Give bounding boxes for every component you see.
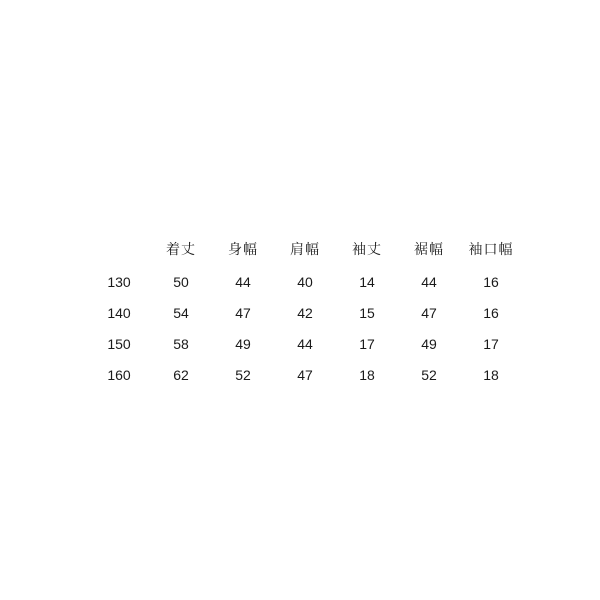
- table-row: [88, 359, 522, 390]
- cell-chest-width: 47: [235, 304, 251, 321]
- table-header-cuff-width: 袖口幅: [468, 241, 514, 257]
- cell-hem-width: 44: [421, 273, 437, 290]
- cell-shoulder-width: 44: [297, 335, 313, 352]
- cell-sleeve-length: 14: [359, 273, 375, 290]
- table-header-corner: [88, 232, 150, 266]
- table-header-length: 着丈: [166, 241, 196, 257]
- cell-length: 54: [173, 304, 189, 321]
- cell-shoulder-width: 42: [297, 304, 313, 321]
- cell-cuff-width: 18: [483, 366, 499, 383]
- cell-hem-width: 47: [421, 304, 437, 321]
- table-header: [88, 232, 522, 266]
- cell-length: 62: [173, 366, 189, 383]
- cell-cuff-width: 16: [483, 273, 499, 290]
- table-header-row: [88, 232, 522, 266]
- cell-length: 50: [173, 273, 189, 290]
- cell-cuff-width: 17: [483, 335, 499, 352]
- table-row: [88, 297, 522, 328]
- table-header-shoulder-width: 肩幅: [290, 241, 320, 257]
- cell-sleeve-length: 18: [359, 366, 375, 383]
- row-size-label: 140: [107, 304, 131, 321]
- cell-hem-width: 49: [421, 335, 437, 352]
- cell-length: 58: [173, 335, 189, 352]
- cell-hem-width: 52: [421, 366, 437, 383]
- cell-chest-width: 44: [235, 273, 251, 290]
- row-size-label: 160: [107, 366, 131, 383]
- table-header-sleeve-length: 袖丈: [352, 241, 382, 257]
- row-size-label: 150: [107, 335, 131, 352]
- table-row: [88, 328, 522, 359]
- cell-chest-width: 49: [235, 335, 251, 352]
- cell-shoulder-width: 40: [297, 273, 313, 290]
- table-header-hem-width: 裾幅: [414, 241, 444, 257]
- row-size-label: 130: [107, 273, 131, 290]
- cell-cuff-width: 16: [483, 304, 499, 321]
- table-header-chest-width: 身幅: [228, 241, 258, 257]
- cell-sleeve-length: 17: [359, 335, 375, 352]
- size-chart-table: [88, 232, 522, 390]
- table-row: [88, 266, 522, 297]
- cell-sleeve-length: 15: [359, 304, 375, 321]
- cell-shoulder-width: 47: [297, 366, 313, 383]
- table-body: [88, 266, 522, 390]
- cell-chest-width: 52: [235, 366, 251, 383]
